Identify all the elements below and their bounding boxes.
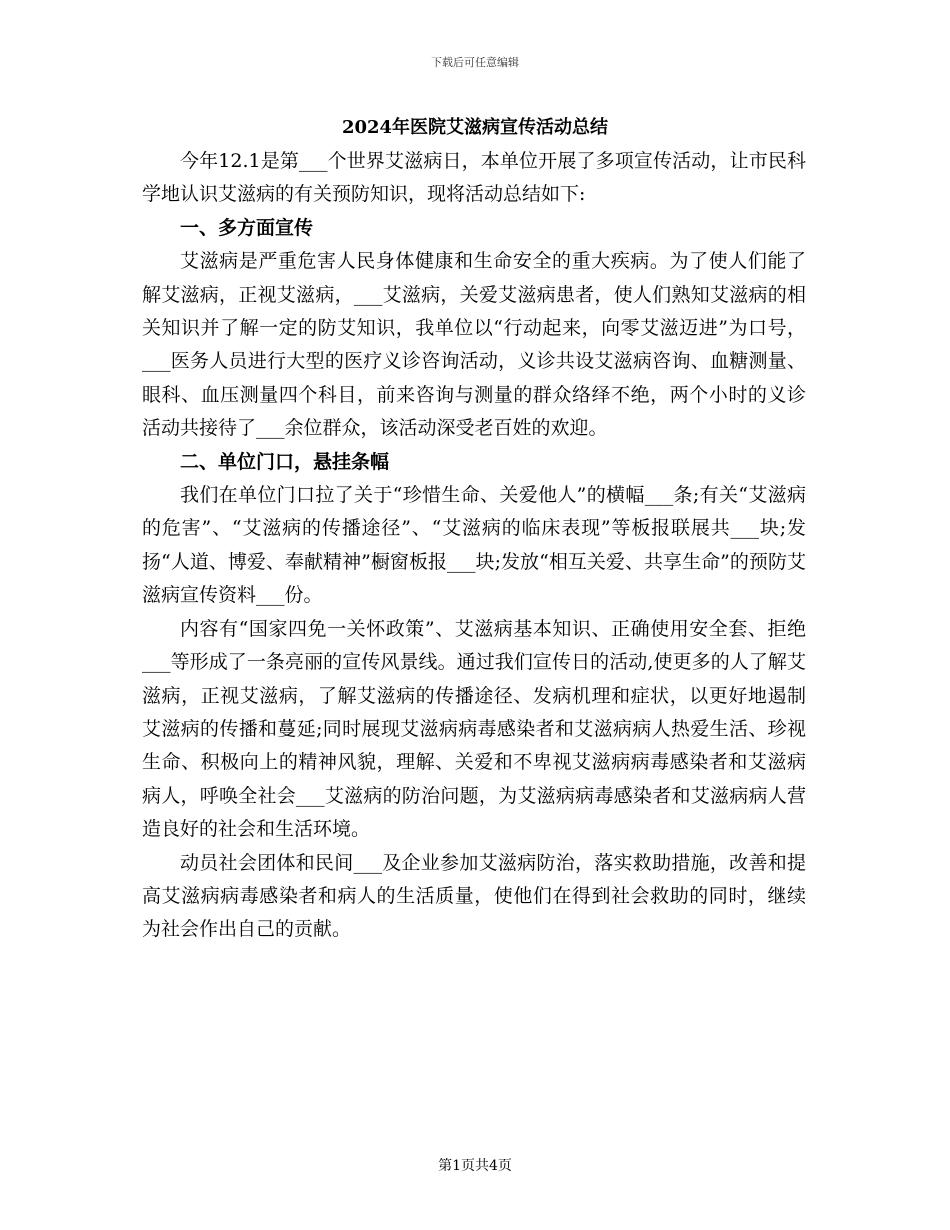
page-header-note: 下载后可任意编辑 — [431, 56, 519, 69]
document-body — [142, 145, 806, 947]
section-2-paragraph-2: 内容有“国家四免一关怀政策”、艾滋病基本知识、正确使用安全套、拒绝___等形成了一条亮丽的宣传风景线。通过我们宣传日的活动,使更多的人了解艾滋病，正视艾滋病，了解艾滋病的传播途径、发病机理和症状，以更好地遏制艾滋病的传播和蔓延;同时展现艾滋病病毒感染者和艾滋病病人热爱生活、珍视生命、积极向上的精神风貌，理解、关爱和不卑视艾滋病病毒感染者和艾滋病病人，呼唤全社会___艾滋病的防治问题，为艾滋病病毒感染者和艾滋病病人营造良好的社会和生活环境。 — [142, 617, 806, 841]
document-title: 2024年医院艾滋病宣传活动总结 — [341, 117, 609, 138]
section-2-paragraph-1: 我们在单位门口拉了关于“珍惜生命、关爱他人”的横幅___条;有关“艾滋病的危害”、“艾滋病的传播途径”、“艾滋病的临床表现”等板报联展共___块;发扬“人道、博爱、奉献精神”橱窗板报___块;发放“相互关爱、共享生命”的预防艾滋病宣传资料___份。 — [142, 484, 806, 607]
page-number: 第1页共4页 — [438, 1158, 512, 1174]
section-1-paragraph: 艾滋病是严重危害人民身体健康和生命安全的重大疾病。为了使人们能了解艾滋病，正视艾滋病，___艾滋病，关爱艾滋病患者，使人们熟知艾滋病的相关知识并了解一定的防艾知识，我单位以“行动起来，向零艾滋迈进”为口号，___医务人员进行大型的医疗义诊咨询活动，义诊共设艾滋病咨询、血糖测量、眼科、血压测量四个科目，前来咨询与测量的群众络绎不绝，两个小时的义诊活动共接待了___余位群众，该活动深受老百姓的欢迎。 — [142, 250, 806, 440]
section-2-paragraph-3: 动员社会团体和民间___及企业参加艾滋病防治，落实救助措施，改善和提高艾滋病病毒感染者和病人的生活质量，使他们在得到社会救助的同时，继续为社会作出自己的贡献。 — [142, 851, 806, 941]
section-2-heading: 二、单位门口，悬挂条幅 — [180, 450, 390, 473]
intro-paragraph: 今年12.1是第___个世界艾滋病日，本单位开展了多项宣传活动，让市民科学地认识艾滋病的有关预防知识，现将活动总结如下: — [142, 150, 806, 206]
section-1-heading: 一、多方面宣传 — [180, 216, 314, 239]
